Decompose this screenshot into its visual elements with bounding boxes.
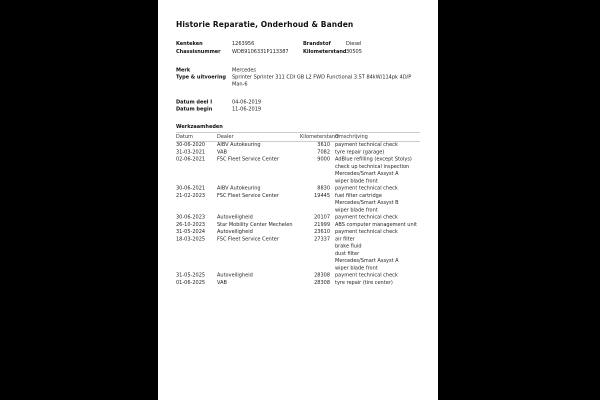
omschrijving-line: payment technical check [335, 229, 398, 235]
table-row [176, 214, 420, 221]
cell-kilometerstand: 9000 [317, 156, 330, 162]
omschrijving-line: tyre repair (garage) [335, 149, 385, 155]
cell-omschrijving [335, 185, 420, 192]
omschrijving-line: ABS computer management unit [335, 221, 417, 228]
cell-datum: 31-05-2024 [176, 229, 206, 235]
table-row [176, 279, 420, 286]
omschrijving-line: payment technical check [335, 214, 398, 220]
merk-label: Merk [176, 67, 191, 73]
table-row [176, 272, 420, 279]
cell-dealer: VAB [217, 279, 227, 286]
brandstof-label: Brandstof [303, 41, 331, 47]
cell-omschrijving [335, 149, 420, 156]
omschrijving-line: brake fluid [335, 243, 362, 249]
table-header-row [176, 133, 420, 142]
cell-dealer: AIBV Autokeuring [217, 185, 261, 191]
cell-omschrijving [335, 192, 420, 214]
cell-omschrijving [335, 272, 420, 279]
cell-dealer: AIBV Autokeuring [217, 142, 261, 148]
table-body [176, 142, 420, 287]
cell-datum: 18-03-2025 [176, 236, 206, 242]
cell-dealer: FSC Fleet Service Center [217, 236, 279, 242]
cell-kilometerstand: 21999 [314, 221, 330, 228]
cell-dealer: Autoveiligheid [217, 272, 253, 278]
document-content [158, 0, 438, 400]
merk-type-grid [176, 67, 420, 88]
kenteken-label: Kenteken [176, 41, 203, 47]
omschrijving-line: air filter [335, 236, 355, 242]
cell-dealer: Autoveiligheid [217, 214, 253, 220]
datum-grid [176, 99, 420, 113]
cell-datum: 26-10-2023 [176, 221, 206, 228]
cell-dealer: FSC Fleet Service Center [217, 192, 279, 199]
cell-kilometerstand: 20107 [314, 214, 330, 220]
cell-kilometerstand: 28308 [314, 279, 330, 286]
cell-kilometerstand: 8830 [317, 185, 330, 191]
kilometerstand-value: 30505 [346, 49, 362, 55]
cell-omschrijving [335, 221, 420, 228]
omschrijving-line: Mercedes/Smart Assyst A [335, 171, 399, 177]
cell-dealer: Autoveiligheid [217, 229, 253, 235]
table-row [176, 229, 420, 236]
omschrijving-line: Mercedes/Smart Assyst A [335, 258, 399, 264]
type-uitvoering-label: Type & uitvoering [176, 74, 226, 80]
omschrijving-line: payment technical check [335, 272, 398, 278]
kenteken-value: 1263956 [232, 41, 255, 47]
datum-deel-label: Datum deel I [176, 99, 213, 105]
column-header-kilometerstand: Kilometerstand [300, 134, 339, 140]
cell-omschrijving [335, 236, 420, 272]
merk-value: Mercedes [232, 67, 257, 73]
column-header-omschrijving: Omschrijving [335, 134, 368, 140]
omschrijving-line: payment technical check [335, 185, 398, 191]
chassisnummer-label: Chassisnummer [176, 49, 221, 55]
brandstof-value: Diesel [346, 41, 362, 47]
omschrijving-line: wiper blade front [335, 207, 378, 213]
table-row [176, 185, 420, 192]
column-header-datum: Datum [176, 134, 193, 140]
cell-omschrijving [335, 142, 420, 149]
omschrijving-line: check up technical inspection [335, 163, 410, 170]
cell-dealer: Star Mobility Center Mechelen [217, 221, 293, 228]
datum-deel-value: 04-06-2019 [232, 99, 262, 105]
werkzaamheden-section [176, 124, 420, 287]
omschrijving-line: wiper blade front [335, 178, 378, 184]
kilometerstand-label: Kilometerstand [303, 49, 347, 55]
cell-omschrijving [335, 214, 420, 221]
table-row [176, 149, 420, 156]
omschrijving-line: wiper blade front [335, 265, 378, 271]
cell-kilometerstand: 28308 [314, 272, 330, 278]
column-header-dealer: Dealer [217, 134, 234, 140]
cell-omschrijving [335, 229, 420, 236]
cell-datum: 30-06-2020 [176, 142, 206, 148]
cell-dealer: FSC Fleet Service Center [217, 156, 279, 162]
cell-datum: 30-06-2021 [176, 185, 206, 191]
cell-datum: 21-02-2023 [176, 192, 206, 199]
table-row [176, 221, 420, 228]
chassisnummer-value: WDB9106331P113387 [232, 49, 289, 55]
omschrijving-line: Mercedes/Smart Assyst B [335, 200, 399, 206]
table-row [176, 156, 420, 185]
page-title: Historie Reparatie, Onderhoud & Banden [176, 20, 354, 29]
omschrijving-line: fuel filter cartridge [335, 192, 382, 199]
datum-begin-value: 11-06-2019 [232, 106, 262, 112]
omschrijving-line: dust filter [335, 250, 360, 257]
datum-begin-label: Datum begin [176, 106, 213, 112]
cell-datum: 31-03-2021 [176, 149, 206, 155]
cell-dealer: VAB [217, 149, 227, 155]
omschrijving-line: AdBlue refilling (except Stolys) [335, 156, 412, 162]
cell-kilometerstand: 3610 [317, 142, 330, 148]
cell-kilometerstand: 27337 [314, 236, 330, 242]
omschrijving-line: tyre repair (tire center) [335, 279, 393, 286]
table-row [176, 142, 420, 149]
werkzaamheden-title: Werkzaamheden [176, 124, 223, 130]
cell-datum: 31-05-2025 [176, 272, 206, 278]
cell-kilometerstand: 23610 [314, 229, 330, 235]
omschrijving-line: payment technical check [335, 142, 398, 148]
cell-omschrijving [335, 279, 420, 286]
table-row [176, 236, 420, 272]
cell-kilometerstand: 7082 [317, 149, 330, 155]
type-uitvoering-value: Sprinter Sprinter 311 CDI GB L2 FWD Functional 3.5T 84kW/114pk 4D/P Man-6 [232, 74, 412, 87]
vehicle-history-document [158, 0, 438, 400]
cell-kilometerstand: 19445 [314, 192, 330, 199]
cell-datum: 30-06-2023 [176, 214, 206, 220]
cell-omschrijving [335, 156, 420, 185]
cell-datum: 02-06-2021 [176, 156, 206, 162]
table-row [176, 192, 420, 214]
cell-datum: 01-06-2025 [176, 279, 206, 286]
vehicle-info-grid [176, 40, 420, 56]
